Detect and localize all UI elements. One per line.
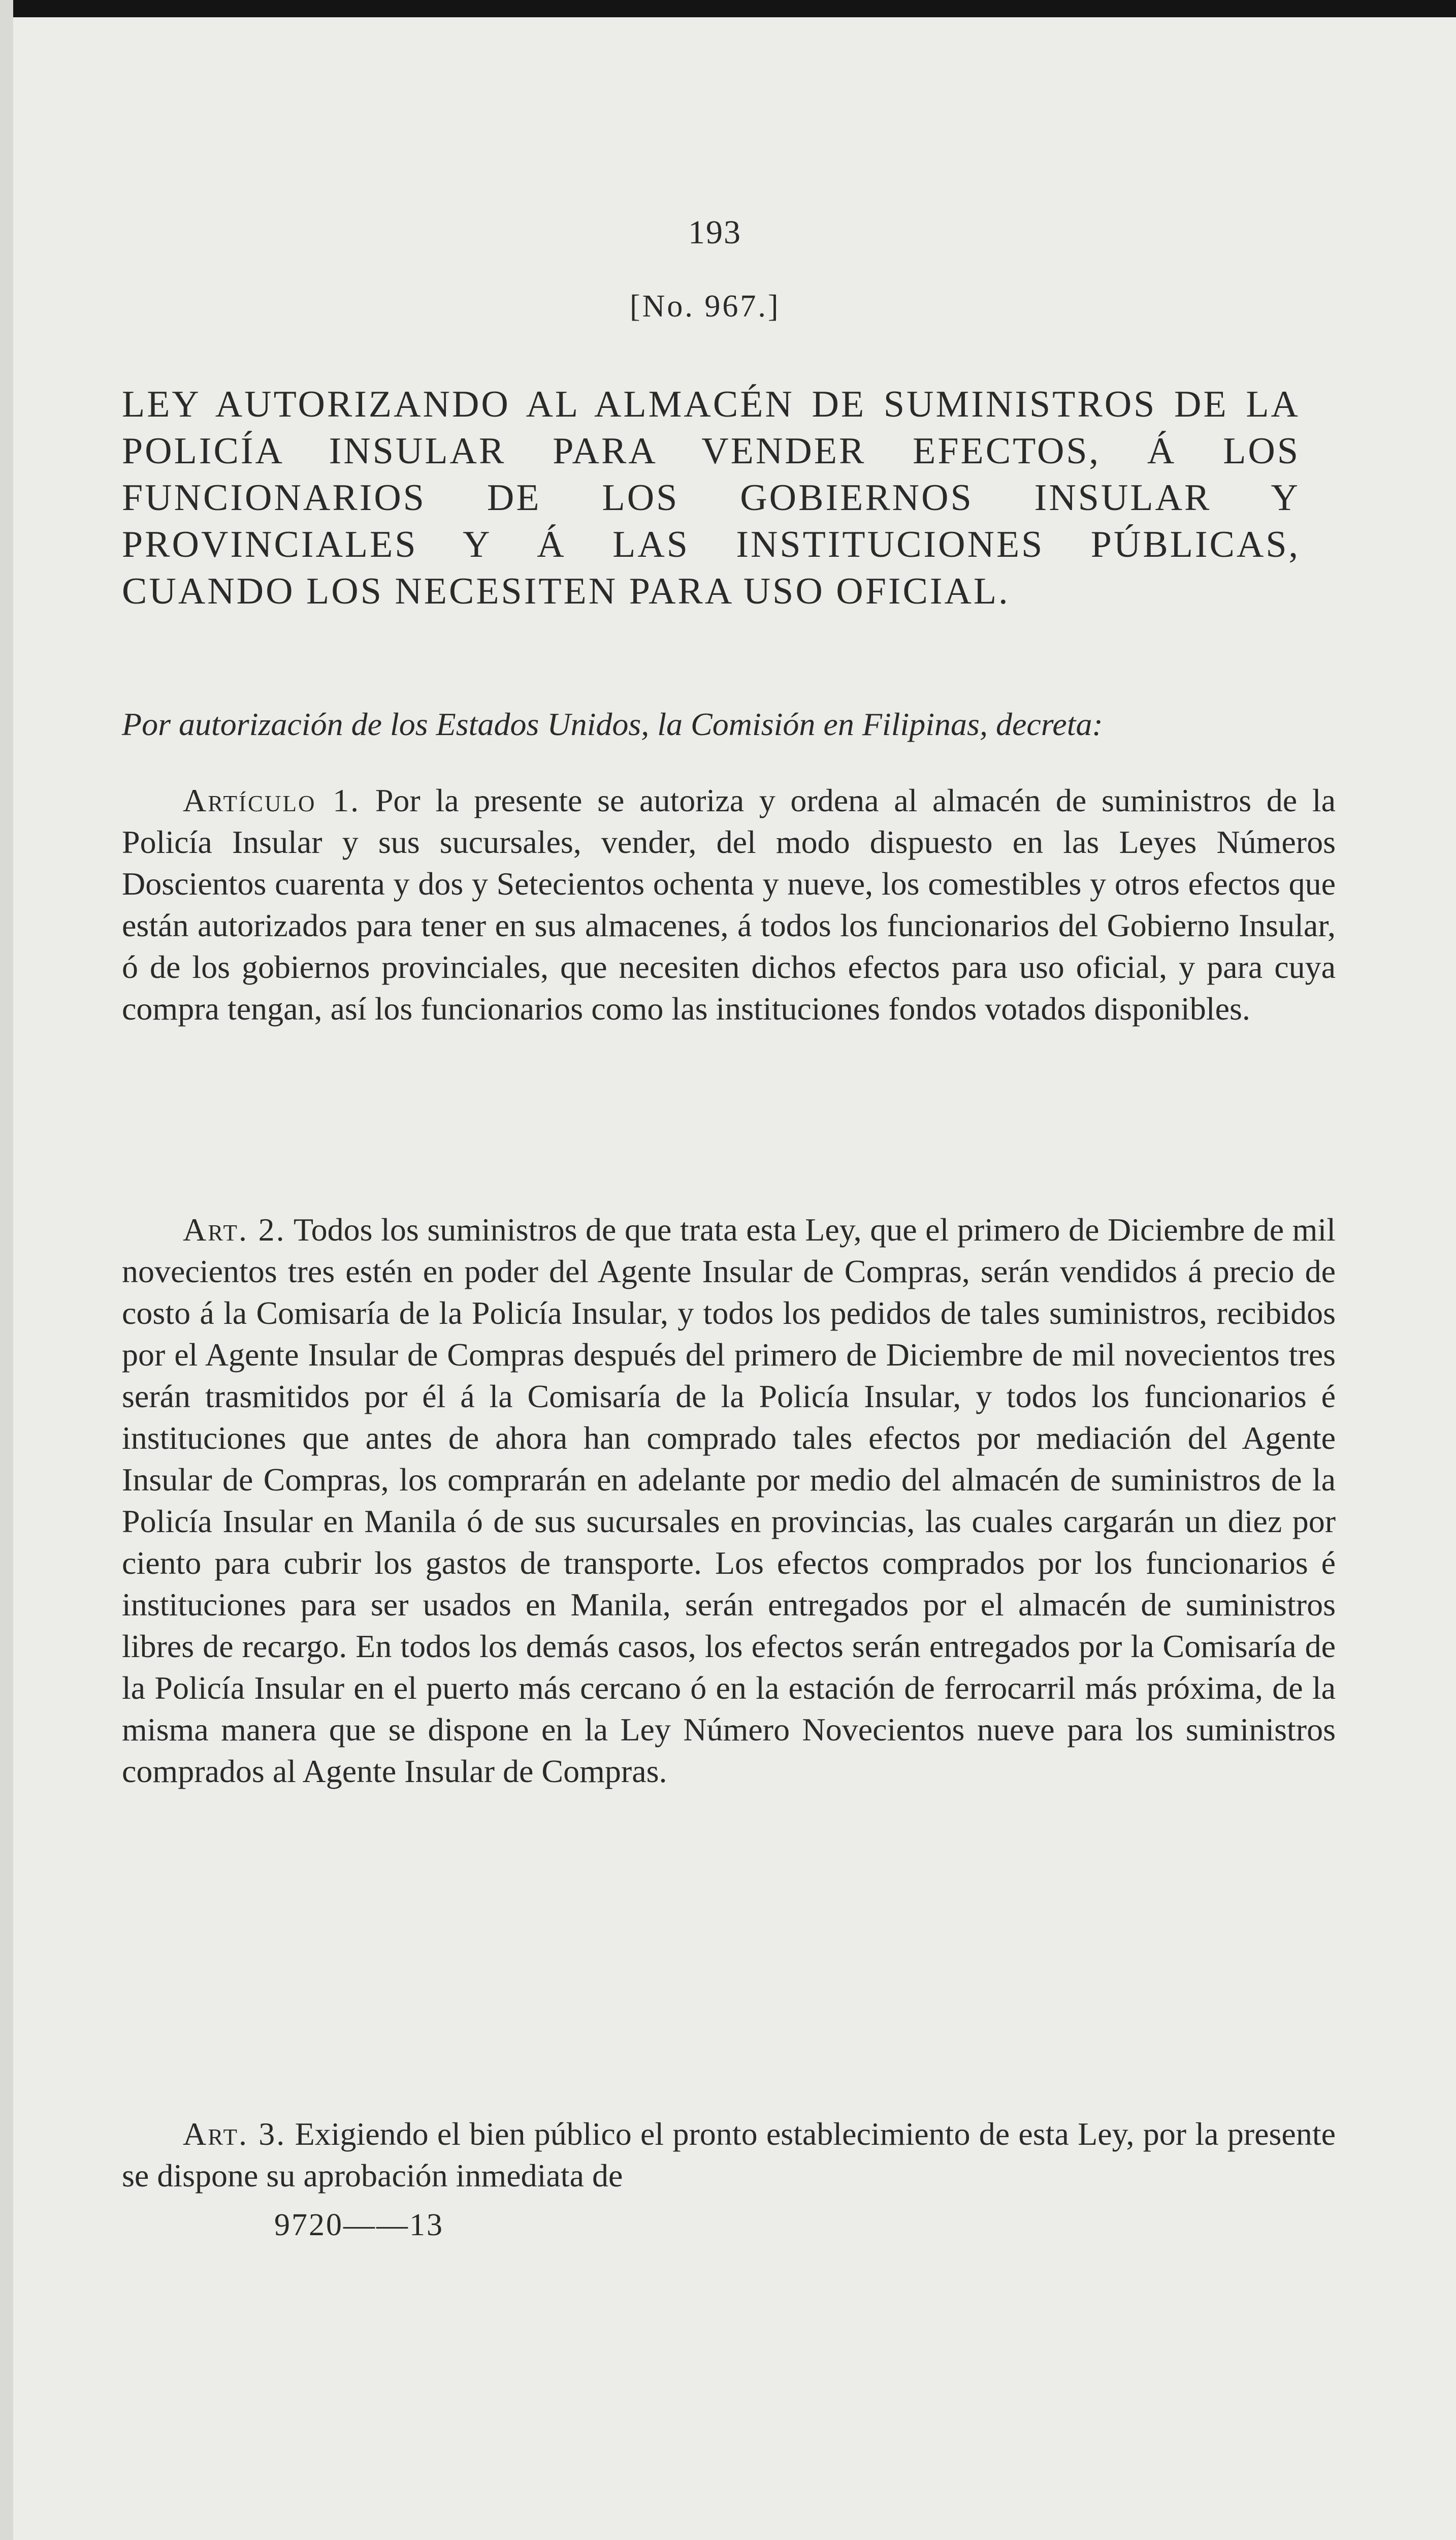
scan-left-border xyxy=(0,0,13,2540)
article-2-text: Todos los suministros de que trata esta Ley, que el primero de Diciembre de mil novecientos tres estén en poder del Agente Insular de Compras, serán vendidos á precio de costo á la Comisaría de la Policía Insular, y todos los pedidos de tales suministros, recibidos por el Agente Insular de Compras después del primero de Diciembre de mil novecientos tres serán trasmitidos por él á la Comisaría de la Policía Insular, y todos los funcionarios é instituciones que antes de ahora han comprado tales efectos por mediación del Agente Insular de Compras, los comprarán en adelante por medio del almacén de suministros de la Policía Insular en Manila ó de sus sucursales en provincias, las cuales cargarán un diez por ciento para cubrir los gastos de transporte. Los efectos comprados por los funcionarios é instituciones para ser usados en Manila, serán entregados por el almacén de suministros libres de recargo. En todos los demás casos, los efectos serán entregados por la Comisaría de la Policía Insular en el puerto más cercano ó en la estación de ferrocarril más próxima, de la misma manera que se dispone en la Ley Número Novecientos nueve para los suministros comprados al Agente Insular de Compras. xyxy=(122,1212,1336,1789)
article-1-text: Por la presente se autoriza y ordena al almacén de suministros de la Policía Insular y sus sucursales, vender, del modo dispuesto en las Leyes Números Doscientos cuarenta y dos y Setecientos ochenta y nueve, los comestibles y otros efectos que están autorizados para tener en sus almacenes, á todos los funcionarios del Gobierno Insular, ó de los gobiernos provinciales, que necesiten dichos efectos para uso oficial, y para cuya compra tengan, así los funcionarios como las instituciones fondos votados disponibles. xyxy=(122,782,1336,1027)
article-2-label: Art. 2. xyxy=(183,1212,286,1248)
law-title: LEY AUTORIZANDO AL ALMACÉN DE SUMINISTROS DE LA POLICÍA INSULAR PARA VENDER EFECTOS, Á LOS FUNCIONARIOS DE LOS GOBIERNOS INSULAR Y PROVINCIALES Y Á LAS INSTITUCIONES PÚBLICAS, CUANDO LOS NECESITEN PARA USO OFICIAL. xyxy=(122,384,1300,612)
document-number: [No. 967.] xyxy=(630,289,781,324)
printer-signature: 9720——13 xyxy=(274,2208,444,2242)
article-1-label: Artículo 1. xyxy=(183,782,361,818)
article-3 xyxy=(122,2113,1336,2197)
article-3-text: Exigiendo el bien público el pronto establecimiento de esta Ley, por la presente se dispone su aprobación inmediata de xyxy=(122,2116,1336,2194)
article-3-label: Art. 3. xyxy=(183,2116,286,2152)
enacting-clause: Por autorización de los Estados Unidos, la Comisión en Filipinas, decreta: xyxy=(122,706,1103,742)
page-number: 193 xyxy=(688,214,741,251)
article-2 xyxy=(122,1209,1336,1792)
scan-top-border xyxy=(0,0,1456,17)
article-1 xyxy=(122,780,1336,1030)
